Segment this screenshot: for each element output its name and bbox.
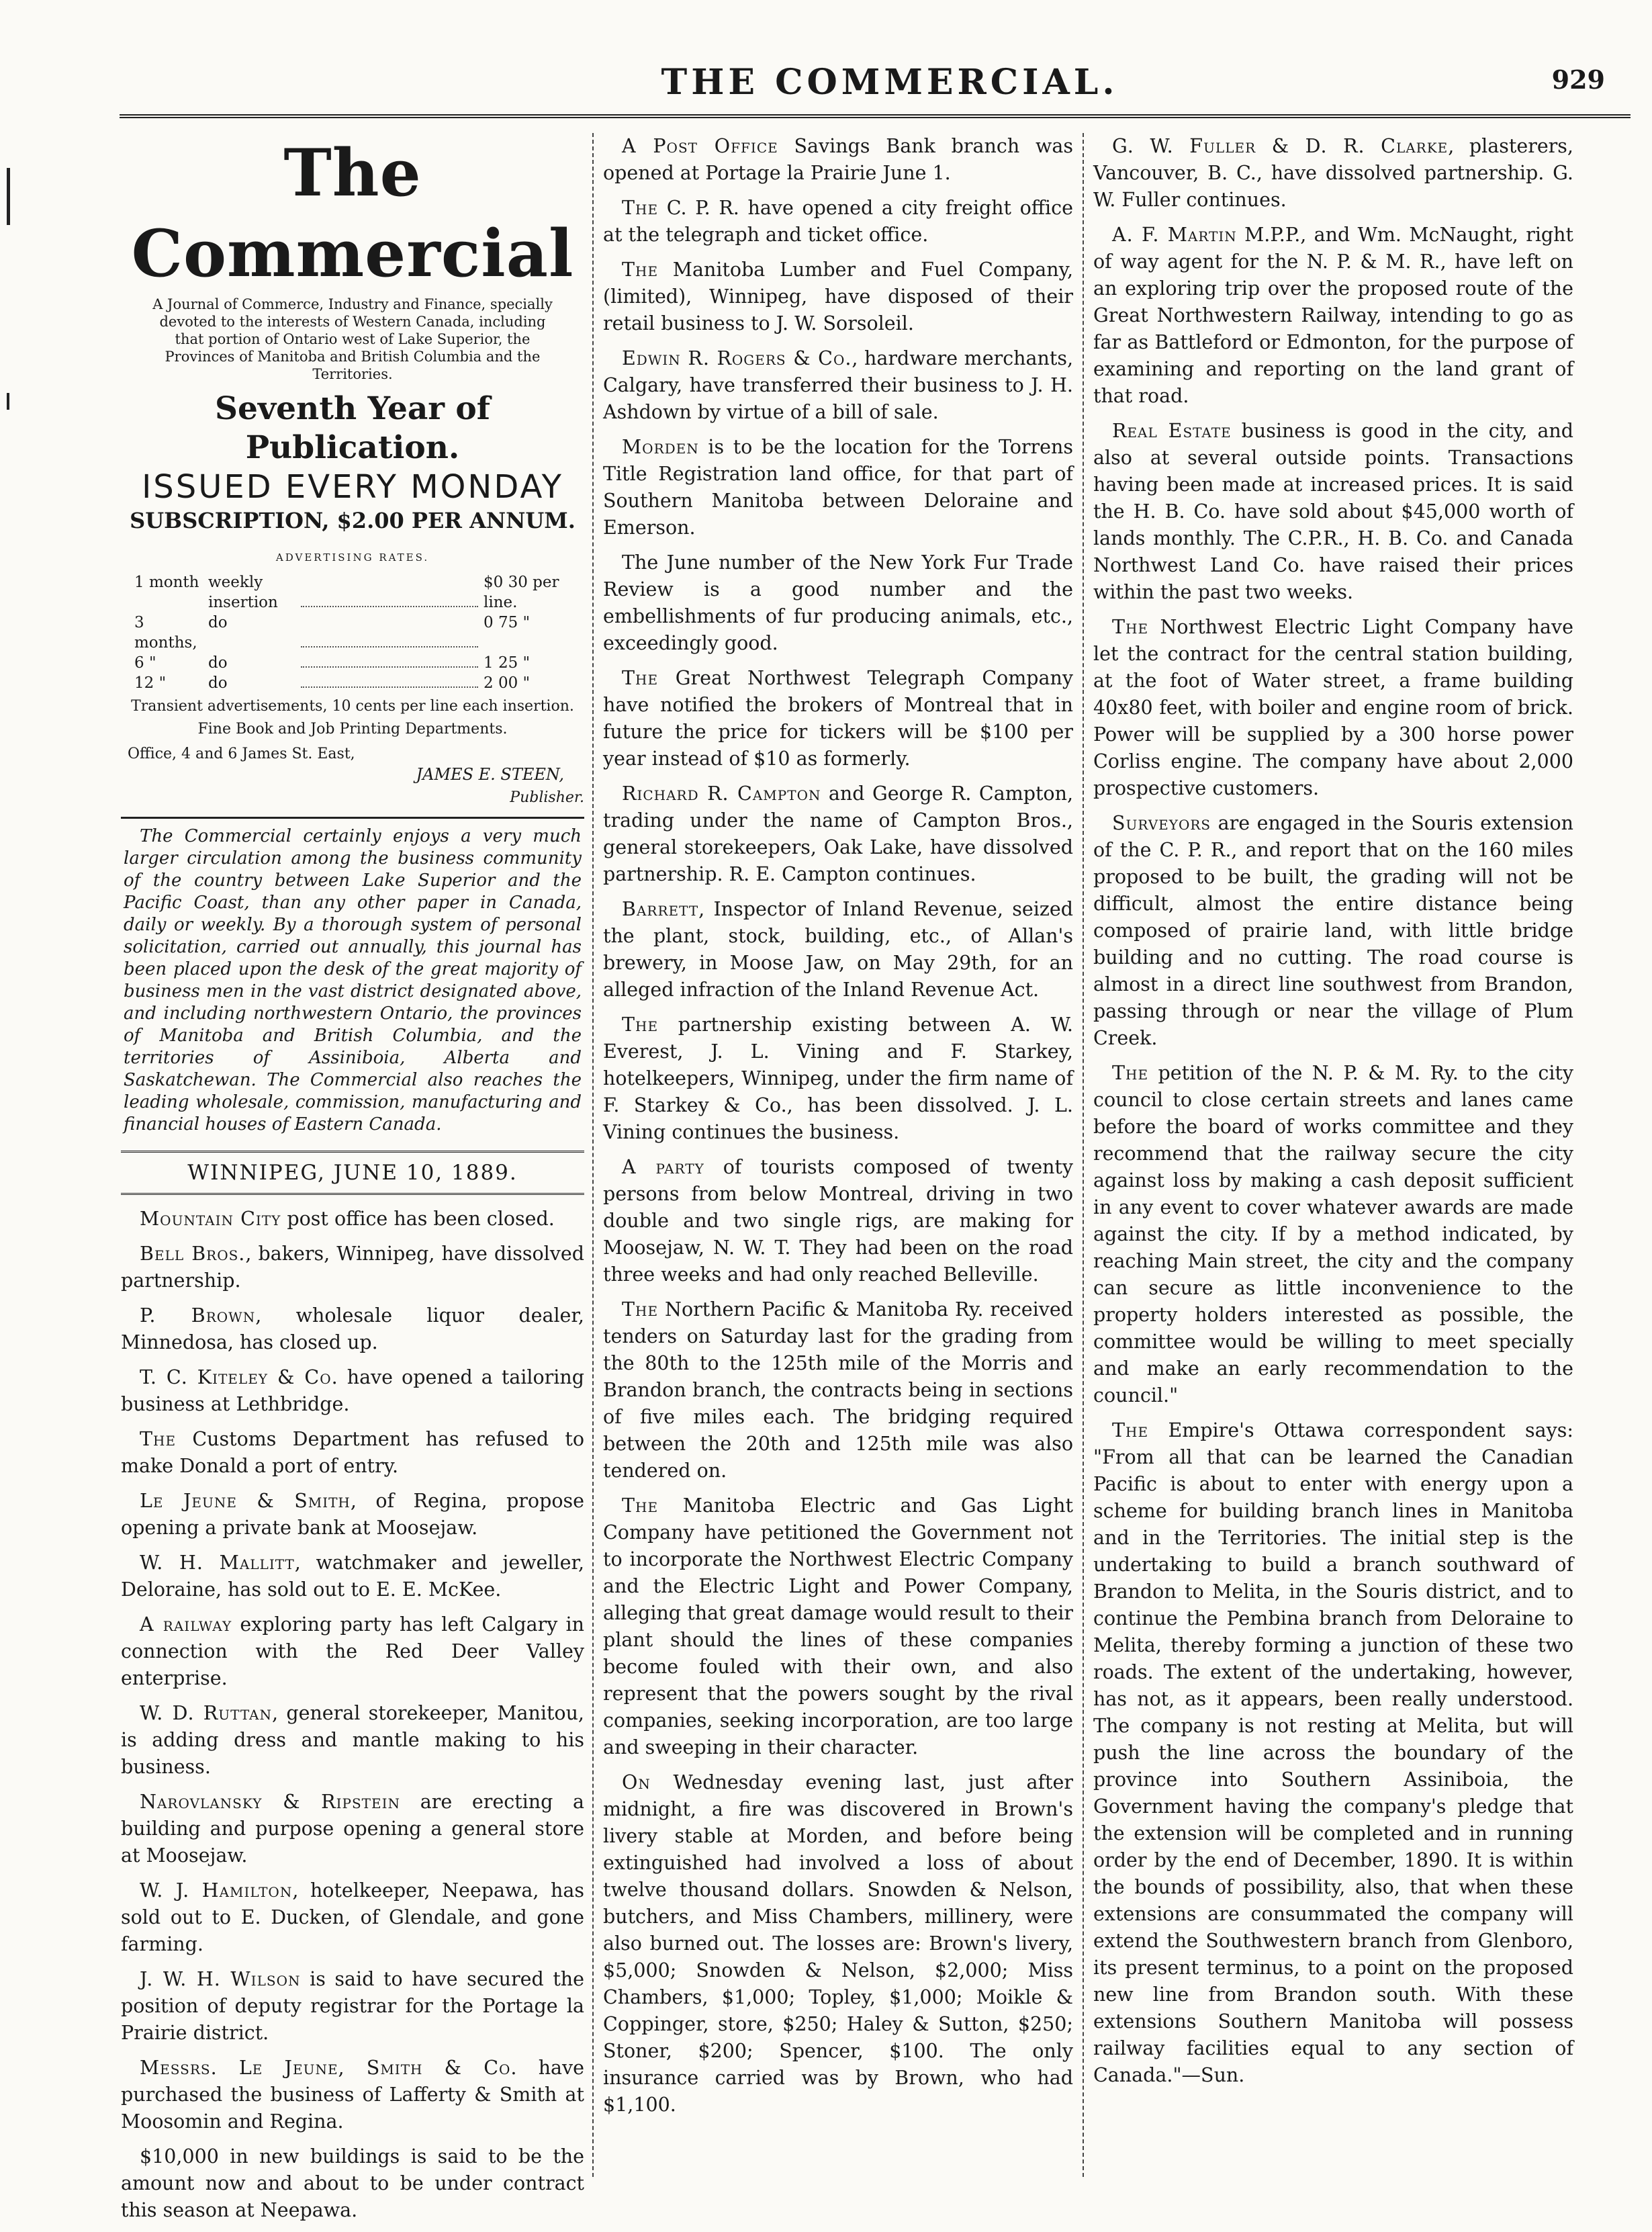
rate-period: 3 months,	[134, 614, 197, 652]
running-title: THE COMMERCIAL.	[661, 62, 1119, 103]
news-item	[121, 1206, 584, 1233]
news-item-text: , watchmaker and jeweller, Deloraine, has sold out to E. E. McKee.	[121, 1552, 585, 1601]
news-item	[1093, 1417, 1573, 2089]
news-item-text: Manitoba Electric and Gas Light Company have petitioned the Government not to incorporate the Northwest Electric Company and the Electric Light and Power Company, alleging that great damage would result to their plant should the lines of these companies become fouled with their own, and also represent that the powers sought by the rival companies, seeking incorporation, are too large and sweeping in their character.	[603, 1494, 1073, 1758]
news-item-lead: Richard R. Campton	[622, 783, 821, 805]
departments-note: Fine Book and Job Printing Departments.	[197, 721, 508, 738]
news-item	[121, 1488, 584, 1542]
rate-amount: $0 30 per line.	[484, 574, 559, 611]
rate-period: 1 month	[134, 574, 199, 591]
news-item	[603, 195, 1073, 249]
news-item	[603, 1154, 1073, 1288]
news-item	[1093, 222, 1573, 410]
news-item	[121, 1241, 584, 1294]
news-item-lead: Edwin R. Rogers & Co.	[622, 347, 852, 369]
news-item-lead: A party	[622, 1156, 704, 1178]
ad-rates-heading: ADVERTISING RATES.	[275, 551, 430, 564]
news-item-text: Manitoba Lumber and Fuel Company, (limited), Winnipeg, have disposed of their retail business to J. W. Sorsoleil.	[603, 259, 1073, 334]
column-divider	[1083, 133, 1084, 2177]
news-item-text: have opened a tailoring business at Lethbridge.	[121, 1366, 584, 1415]
rate-medium: do	[208, 654, 228, 672]
rate-amount: 1 25 "	[484, 654, 531, 672]
news-item-lead: Bell Bros.	[140, 1243, 246, 1265]
news-item	[1093, 1060, 1573, 1409]
news-item-lead: The	[140, 1428, 177, 1450]
news-item-text: and George R. Campton, trading under the name of Campton Bros., general storekeepers, Oak Lake, have dissolved partnership. R. E. Campton continues.	[603, 783, 1073, 885]
rate-leader	[301, 673, 478, 688]
news-item	[121, 1789, 584, 1869]
news-item-lead: The	[622, 667, 659, 689]
news-item	[603, 665, 1073, 772]
news-item-text: have purchased the business of Lafferty & Smith at Moosomin and Regina.	[121, 2057, 585, 2133]
news-item	[603, 896, 1073, 1003]
rate-leader	[301, 572, 478, 607]
news-item-text: Northern Pacific & Manitoba Ry. received tenders on Saturday last for the grading from the 80th to the 125th mile of the Morris and Brandon branch, the contracts being in sections of five miles each. The bridging required between the 20th and 125th mile was also tendered on.	[603, 1298, 1073, 1482]
news-item-text: business is good in the city, and also at several outside points. Transactions having been made at increased prices. It is said the H. B. Co. have sold about $45,000 worth of lands monthly. The C.P.R., H. B. Co. and Canada Northwest Land Co. have raised their prices within the past two weeks.	[1093, 420, 1573, 603]
news-item-lead: On	[622, 1771, 651, 1793]
news-item-text: partnership existing between A. W. Everest, J. L. Vining and F. Starkey, hotelkeepers, Winnipeg, under the firm name of F. Starkey & Co., has been dissolved. J. L. Vining continues the business.	[603, 1014, 1073, 1143]
rate-medium: do	[208, 614, 228, 631]
rate-row	[134, 613, 578, 653]
news-item-lead: W. J. Hamilton	[140, 1879, 293, 1902]
column-2-items	[603, 133, 1073, 2118]
news-item-lead: P. Brown	[140, 1304, 256, 1327]
news-item	[121, 1611, 584, 1692]
news-item-text: Empire's Ottawa correspondent says: "From all that can be learned the Canadian Pacific is about to enter with energy upon a scheme for building branch lines in Manitoba and in the Territories. The initial step is the undertaking to build a branch southward of Brandon to Melita, in the Souris district, and to continue the Pembina branch from Deloraine to Melita, thereby forming a junction of these two roads. The extent of the undertaking, however, has not, as it appears, been really understood. The company is not resting at Melita, but will push the line across the boundary of the province into Southern Assiniboia, the Government having the company's pledge that the extension will be completed and in running order by the end of December, 1890. It is within the bounds of possibility, also, that when these extensions are consummated the company will extend the Southwestern branch from Glenboro, its present terminus, to a point on the proposed new line from Brandon south. With these extensions Southern Manitoba will possess railway facilities equal to any section of Canada."—Sun.	[1093, 1419, 1573, 2086]
publisher-name: JAMES E. STEEN,	[416, 765, 564, 784]
dateline: WINNIPEG, JUNE 10, 1889.	[121, 1151, 584, 1195]
header-rule	[120, 114, 1631, 118]
news-item-text: Wednesday evening last, just after midnight, a fire was discovered in Brown's livery stable at Morden, and before being extinguished had involved a loss of about twelve thousand dollars. Snowden & Nelson, butchers, and Miss Chambers, millinery, were also burned out. The losses are: Brown's livery, $5,000; Snowden & Nelson, $2,000; Miss Chambers, $1,000; Topley, $1,000; Moikle & Coppinger, store, $250; Haley & Sutton, $250; Stoner, $200; Spencer, $100. The only insurance carried was by Brown, who had $1,100.	[603, 1771, 1073, 2116]
news-item	[1093, 133, 1573, 214]
news-item-text: petition of the N. P. & M. Ry. to the city council to close certain streets and lanes came before the board of works committee and they recommend that the railway secure the city against loss by making a cash deposit sufficient in any event to cover whatever awards are made against the city. If by a method indicated, by reaching Main street, the city and the company can secure as little inconvenience to the property holders interested as possible, the committee would be willing to meet specially and make an early recommendation to the council."	[1093, 1062, 1573, 1407]
news-item-lead: A. F. Martin	[1112, 224, 1237, 246]
news-item	[603, 345, 1073, 426]
news-item-lead: The	[622, 1298, 659, 1321]
news-item-lead: The	[1112, 1062, 1149, 1084]
rate-amount: 0 75 "	[484, 614, 531, 631]
news-item-lead: Surveyors	[1112, 812, 1211, 834]
news-item	[603, 780, 1073, 888]
rate-row	[134, 673, 578, 693]
news-item-text: , general storekeeper, Manitou, is adding dress and mantle making to his business.	[121, 1702, 584, 1778]
news-item	[1093, 810, 1573, 1052]
news-item	[121, 1700, 584, 1781]
rate-medium: weekly insertion	[208, 574, 278, 611]
news-item-lead: W. H. Mallitt	[140, 1552, 295, 1574]
news-item	[603, 133, 1073, 187]
news-item	[1093, 614, 1573, 802]
news-item	[603, 1492, 1073, 1761]
news-item	[121, 1966, 584, 2047]
news-item	[603, 434, 1073, 541]
news-item-text: Great Northwest Telegraph Company have notified the brokers of Montreal that in future the price for tickers will be $100 per year instead of $10 as formerly.	[603, 667, 1073, 770]
scan-mark	[7, 168, 10, 225]
news-item-lead: The	[1112, 1419, 1149, 1441]
news-item	[603, 1769, 1073, 2118]
news-item-text: Savings Bank branch was opened at Portage la Prairie June 1.	[603, 135, 1073, 184]
news-item-lead: A Post Office	[622, 135, 778, 157]
news-item-text: are engaged in the Souris extension of the C. P. R., and report that on the 160 miles proposed to be built, the grading will not be difficult, almost the entire distance being composed of prairie land, with little bridge building and no cutting. The road course is almost in a direct line southwest from Brandon, passing through or near the village of Plum Creek.	[1093, 812, 1573, 1049]
news-item-text: is to be the location for the Torrens Title Registration land office, for that part of Southern Manitoba between Deloraine and Emerson.	[603, 436, 1073, 539]
news-item	[603, 1012, 1073, 1146]
news-item-lead: W. D. Ruttan	[140, 1702, 273, 1724]
news-item-lead: The	[1112, 616, 1149, 638]
news-item-lead: Morden	[622, 436, 699, 458]
news-item-lead: Le Jeune & Smith	[140, 1490, 351, 1512]
scan-mark	[7, 393, 9, 410]
news-item-text: M.P.P., and Wm. McNaught, right of way agent for the N. P. & M. R., have left on an exploring trip over the proposed route of the Great Northwestern Railway, intending to go as far as Battleford or Edmonton, for the purpose of examining and reporting on the land grant of that road.	[1093, 224, 1573, 407]
rates-table	[121, 572, 584, 693]
news-item-text: C. P. R. have opened a city freight office at the telegraph and ticket office.	[603, 197, 1073, 246]
news-item-text: , of Regina, propose opening a private bank at Moosejaw.	[121, 1490, 584, 1539]
news-item-text: exploring party has left Calgary in connection with the Red Deer Valley enterprise.	[121, 1613, 584, 1689]
news-item	[603, 549, 1073, 657]
page-number: 929	[1551, 64, 1605, 95]
running-header	[128, 62, 1652, 122]
news-item-text: Northwest Electric Light Company have let the contract for the central station building, at the foot of Water street, a frame building 40x80 feet, with boiler and engine room of brick. Power will be supplied by a 300 horse power Corliss engine. The company have about 2,000 prospective customers.	[1093, 616, 1573, 799]
news-item-text: , hotelkeeper, Neepawa, has sold out to E. Ducken, of Glendale, and gone farming.	[121, 1879, 584, 1955]
news-item	[121, 2143, 584, 2224]
rate-leader	[301, 653, 478, 668]
column-1-items	[121, 1206, 584, 2224]
news-item-text: , hardware merchants, Calgary, have transferred their business to J. H. Ashdown by virtue of a bill of sale.	[603, 347, 1074, 423]
news-item-lead: T. C. Kiteley & Co.	[140, 1366, 338, 1388]
news-item-lead: Barrett	[622, 898, 699, 920]
news-item	[121, 1426, 584, 1480]
column-divider	[592, 133, 594, 2177]
issued-line: ISSUED EVERY MONDAY	[142, 468, 563, 506]
rate-amount: 2 00 "	[484, 674, 531, 692]
news-item-lead: The	[622, 259, 659, 281]
office-address: Office, 4 and 6 James St. East,	[128, 746, 355, 762]
news-item-lead: The	[622, 1014, 659, 1036]
publication-year: Seventh Year of Publication.	[215, 390, 490, 466]
rate-period: 6 "	[134, 654, 156, 672]
transient-note: Transient advertisements, 10 cents per line each insertion.	[131, 698, 574, 715]
news-item-text: Customs Department has refused to make Donald a port of entry.	[121, 1428, 584, 1477]
news-item-lead: The	[622, 1494, 659, 1517]
news-item-lead: G. W. Fuller & D. R. Clarke	[1112, 135, 1449, 157]
news-item-lead: Messrs. Le Jeune, Smith & Co.	[140, 2057, 518, 2079]
rate-medium: do	[208, 674, 228, 692]
news-item-lead: Mountain City	[140, 1208, 281, 1230]
news-item-text: , wholesale liquor dealer, Minnedosa, has closed up.	[121, 1304, 584, 1353]
rate-period: 12 "	[134, 674, 167, 692]
news-item	[121, 1877, 584, 1958]
masthead-title: The Commercial	[131, 135, 574, 292]
news-item-lead: J. W. H. Wilson	[140, 1968, 301, 1990]
news-item-text: of tourists composed of twenty persons from below Montreal, driving in two double and two single rigs, are making for Moosejaw, N. W. T. They had been on the road three weeks and had only reached Belleville.	[603, 1156, 1073, 1286]
news-item-text: The June number of the New York Fur Trade Review is a good number and the embellishments of fur producing animals, etc., exceedingly good.	[603, 551, 1073, 654]
news-item	[121, 1550, 584, 1603]
news-item-text: is said to have secured the position of deputy registrar for the Portage la Prairie district.	[121, 1968, 584, 2044]
publisher-title: Publisher.	[510, 789, 584, 806]
news-item	[121, 1302, 584, 1356]
news-item-lead: Narovlansky & Ripstein	[140, 1791, 401, 1813]
news-item-text: , plasterers, Vancouver, B. C., have dissolved partnership. G. W. Fuller continues.	[1093, 135, 1573, 211]
masthead-rule	[121, 817, 584, 819]
rate-row	[134, 653, 578, 673]
news-item-lead: The	[622, 197, 659, 219]
news-item-lead: Real Estate	[1112, 420, 1232, 442]
news-item	[603, 257, 1073, 337]
news-item-text: $10,000 in new buildings is said to be the amount now and about to be under contract this season at Neepawa.	[121, 2145, 584, 2221]
circulation-blurb: The Commercial certainly enjoys a very much larger circulation among the business community of the country between Lake Superior and the Pacific Coast, than any other paper in Canada, daily or weekly. By a thorough system of personal solicitation, carried out annually, this journal has been placed upon the desk of the great majority of business men in the vast district designated above, and including northwestern Ontario, the provinces of Manitoba and British Columbia, and the territories of Assiniboia, Alberta and Saskatchewan. The Commercial also reaches the leading wholesale, commission, manufacturing and financial houses of Eastern Canada.	[124, 826, 582, 1134]
news-item-text: , Inspector of Inland Revenue, seized the plant, stock, building, etc., of Allan's brewery, in Moose Jaw, on May 29th, for an alleged infraction of the Inland Revenue Act.	[603, 898, 1073, 1001]
news-item-lead: A railway	[140, 1613, 232, 1636]
column-3	[1093, 133, 1573, 2097]
news-item	[1093, 418, 1573, 606]
rate-leader	[301, 613, 478, 648]
news-item	[121, 2055, 584, 2135]
masthead-description: A Journal of Commerce, Industry and Finance, specially devoted to the interests of Western Canada, including that portion of Ontario west of Lake Superior, the Provinces of Manitoba and British Columbia and the Territories.	[152, 296, 553, 382]
column-1	[121, 133, 584, 2232]
news-item	[603, 1296, 1073, 1484]
news-item-text: , bakers, Winnipeg, have dissolved partnership.	[121, 1243, 585, 1292]
news-item-text: post office has been closed.	[281, 1208, 555, 1230]
rate-row	[134, 572, 578, 613]
news-item	[121, 1364, 584, 1418]
subscription-line: SUBSCRIPTION, $2.00 PER ANNUM.	[130, 508, 576, 533]
news-item-text: are erecting a building and purpose opening a general store at Moosejaw.	[121, 1791, 584, 1867]
column-2	[603, 133, 1073, 2127]
column-3-items	[1093, 133, 1573, 2089]
